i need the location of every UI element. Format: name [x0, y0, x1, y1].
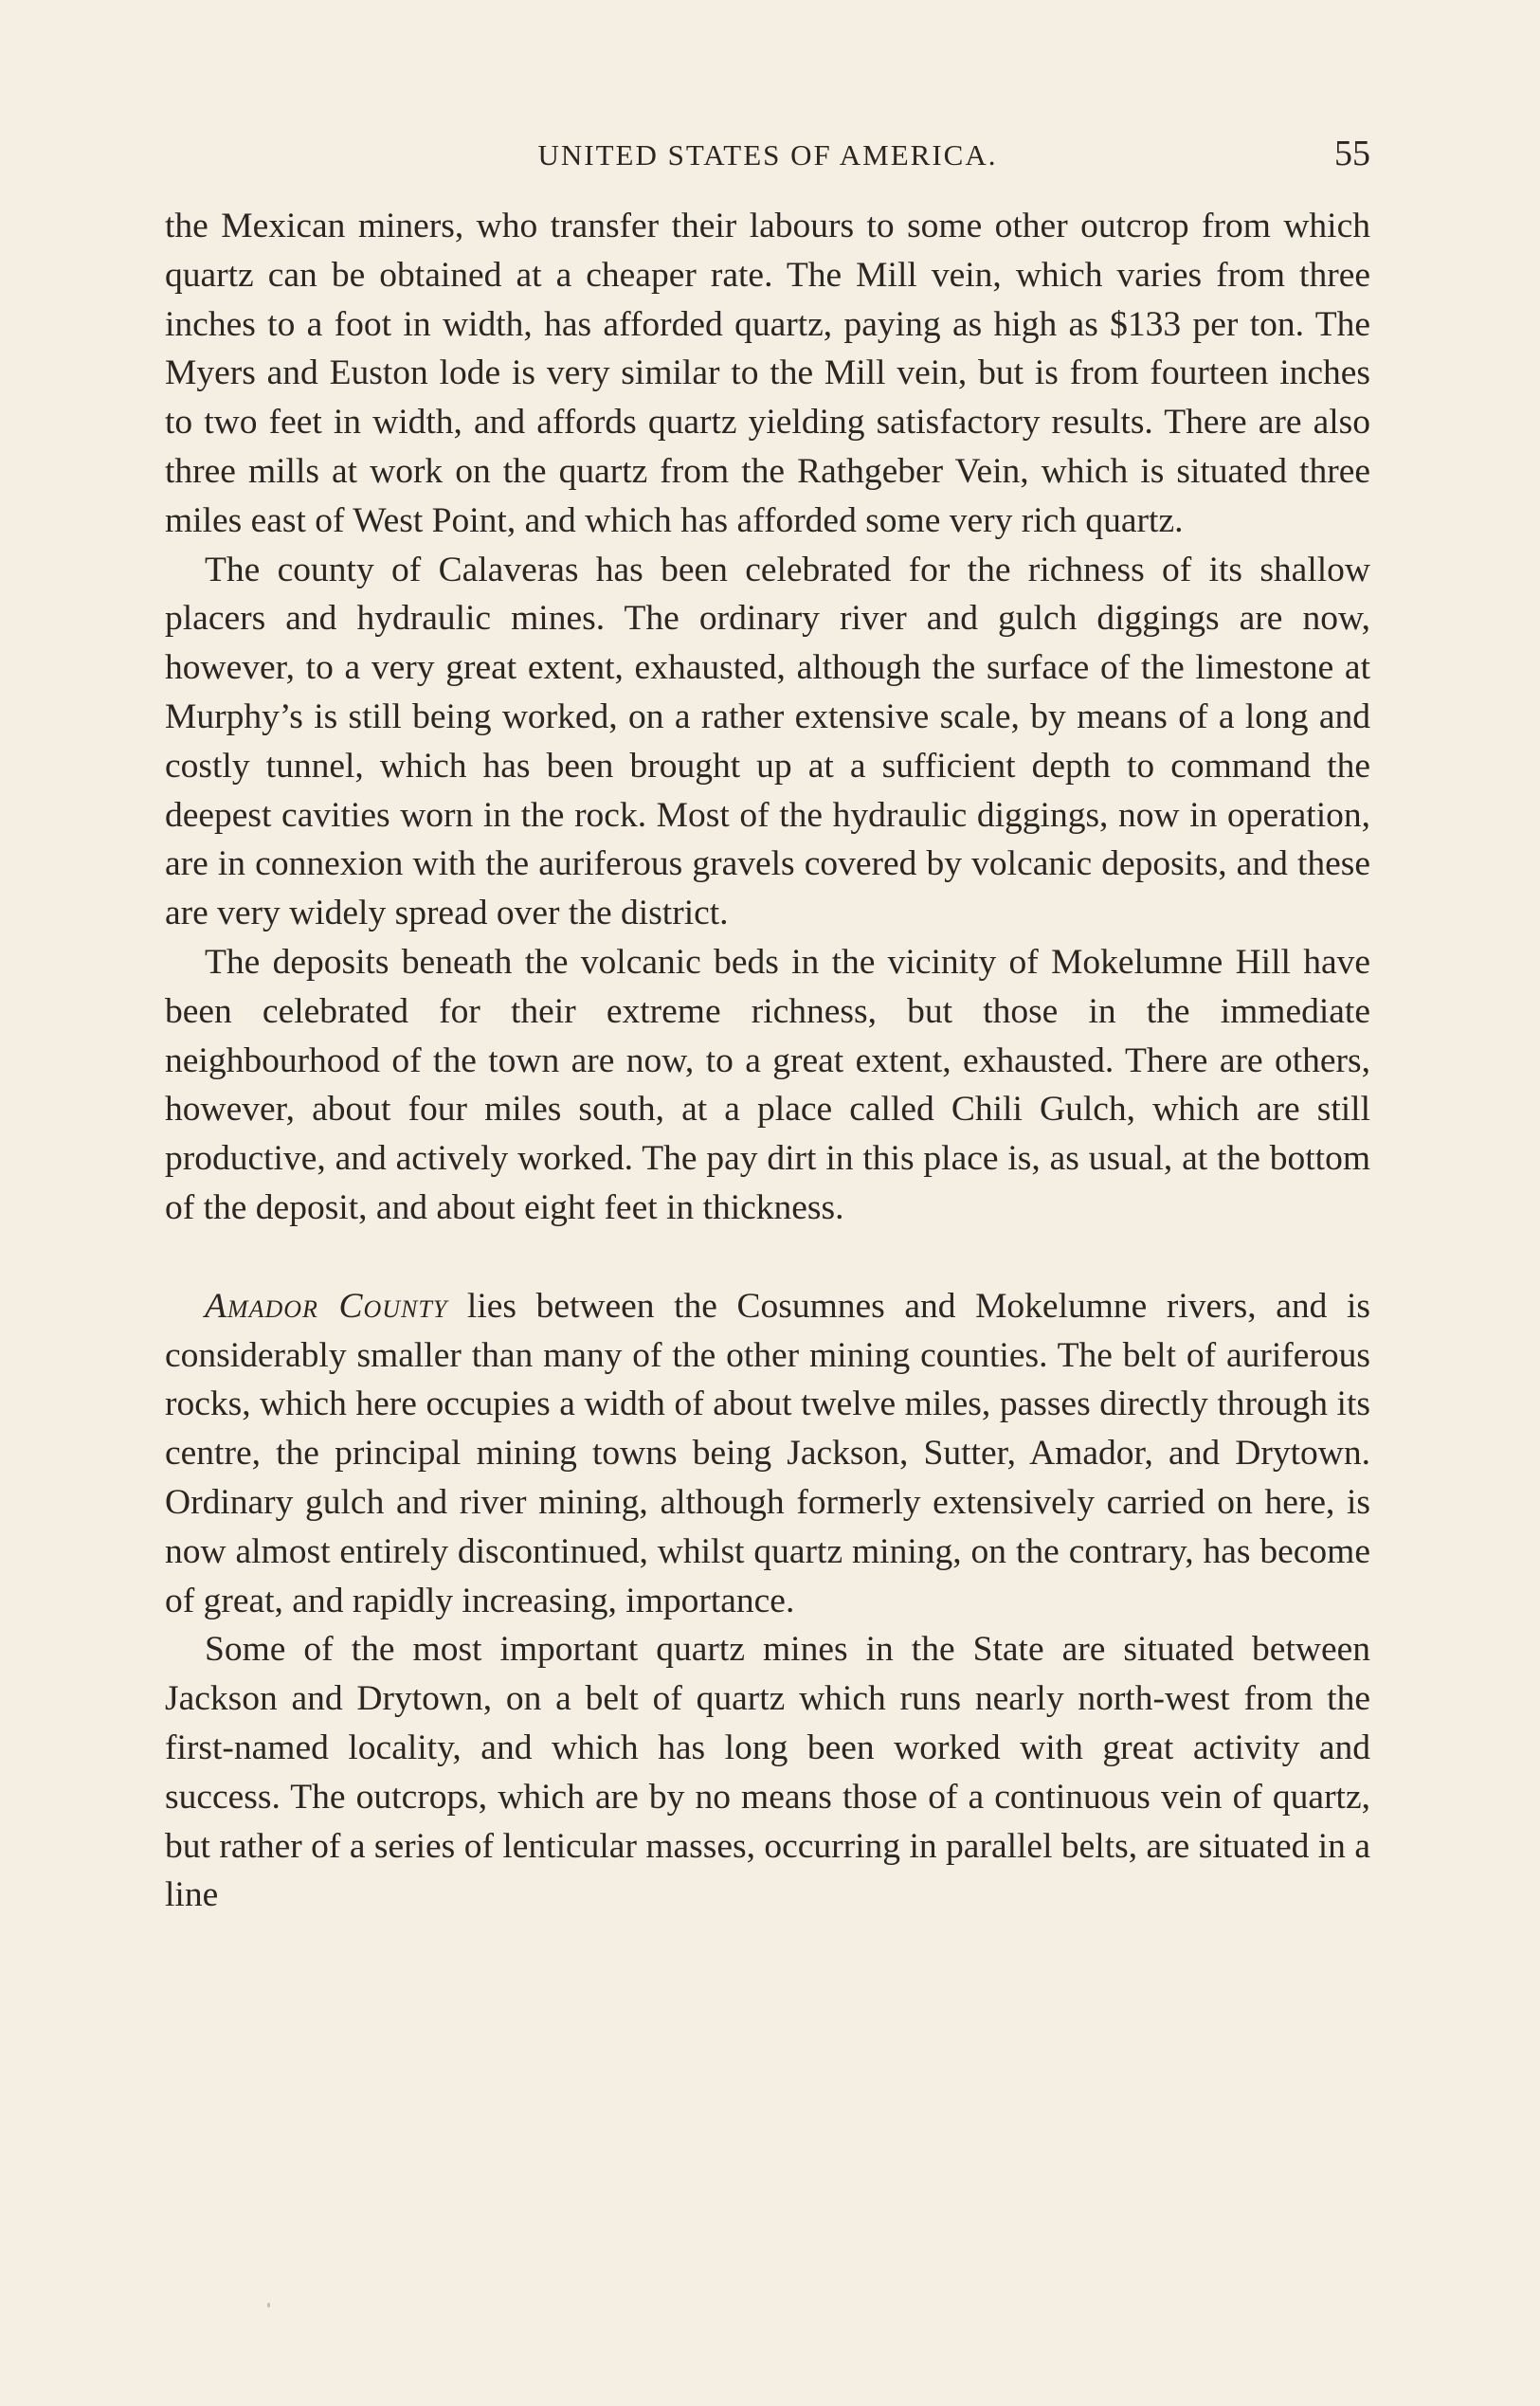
paragraph-text: lies between the Cosumnes and Mokelumne rivers, and is considerably smaller than many of the other mining counties. The belt of auriferous rocks, which here occupies a width of about twelve miles, passes directly through its centre, the principal mining towns being Jackson, Sutter, Amador, and Drytown. Ordinary gulch and river mining, although formerly extensively carried on here, is now almost entirely discontinued, whilst quartz mining, on the contrary, has become of great, and rapidly increasing, importance.: [165, 1286, 1370, 1620]
page-number: 55: [1334, 134, 1370, 173]
paragraph-calaveras: [165, 546, 1370, 938]
paragraph-quartz-mines: [165, 1625, 1370, 1920]
running-title: UNITED STATES OF AMERICA.: [537, 138, 998, 172]
paragraph-text: Some of the most important quartz mines in the State are situated between Jackson and Drytown, on a belt of quartz which runs nearly north-west from the first-named locality, and which has long been worked with great activity and success. The outcrops, which are by no means those of a continuous vein of quartz, but rather of a series of lenticular masses, occurring in parallel belts, are situated in a line: [165, 1630, 1370, 1915]
body-text: [165, 202, 1370, 1920]
paragraph-text: The county of Calaveras has been celebrated for the richness of its shallow placers and hydraulic mines. The ordinary river and gulch diggings are now, however, to a very great extent, exhausted, although the surface of the limestone at Murphy’s is still being worked, on a rather extensive scale, by means of a long and costly tunnel, which has been brought up at a sufficient depth to command the deepest cavities worn in the rock. Most of the hydraulic diggings, now in operation, are in connexion with the auriferous gravels covered by volcanic deposits, and these are very widely spread over the district.: [165, 550, 1370, 933]
paper-speck: [267, 2303, 270, 2307]
running-head: [165, 133, 1370, 180]
section-lead-in: Amador County: [205, 1286, 448, 1326]
paragraph-amador-county: [165, 1282, 1370, 1626]
paragraph-text: The deposits beneath the volcanic beds in the vicinity of Mokelumne Hill have been celebrated for their extreme richness, but those in the immediate neighbourhood of the town are now, to a great extent, exhausted. There are others, however, about four miles south, at a place called Chili Gulch, which are still productive, and actively worked. The pay dirt in this place is, as usual, at the bottom of the deposit, and about eight feet in thickness.: [165, 942, 1370, 1227]
paragraph-continuation: [165, 202, 1370, 546]
paragraph-mokelumne-hill: [165, 938, 1370, 1233]
paragraph-text: the Mexican miners, who transfer their labours to some other outcrop from which quartz can be obtained at a cheaper rate. The Mill vein, which varies from three inches to a foot in width, has afforded quartz, paying as high as $133 per ton. The Myers and Euston lode is very similar to the Mill vein, but is from fourteen inches to two feet in width, and affords quartz yielding satisfactory results. There are also three mills at work on the quartz from the Rathgeber Vein, which is situated three miles east of West Point, and which has afforded some very rich quartz.: [165, 207, 1370, 540]
